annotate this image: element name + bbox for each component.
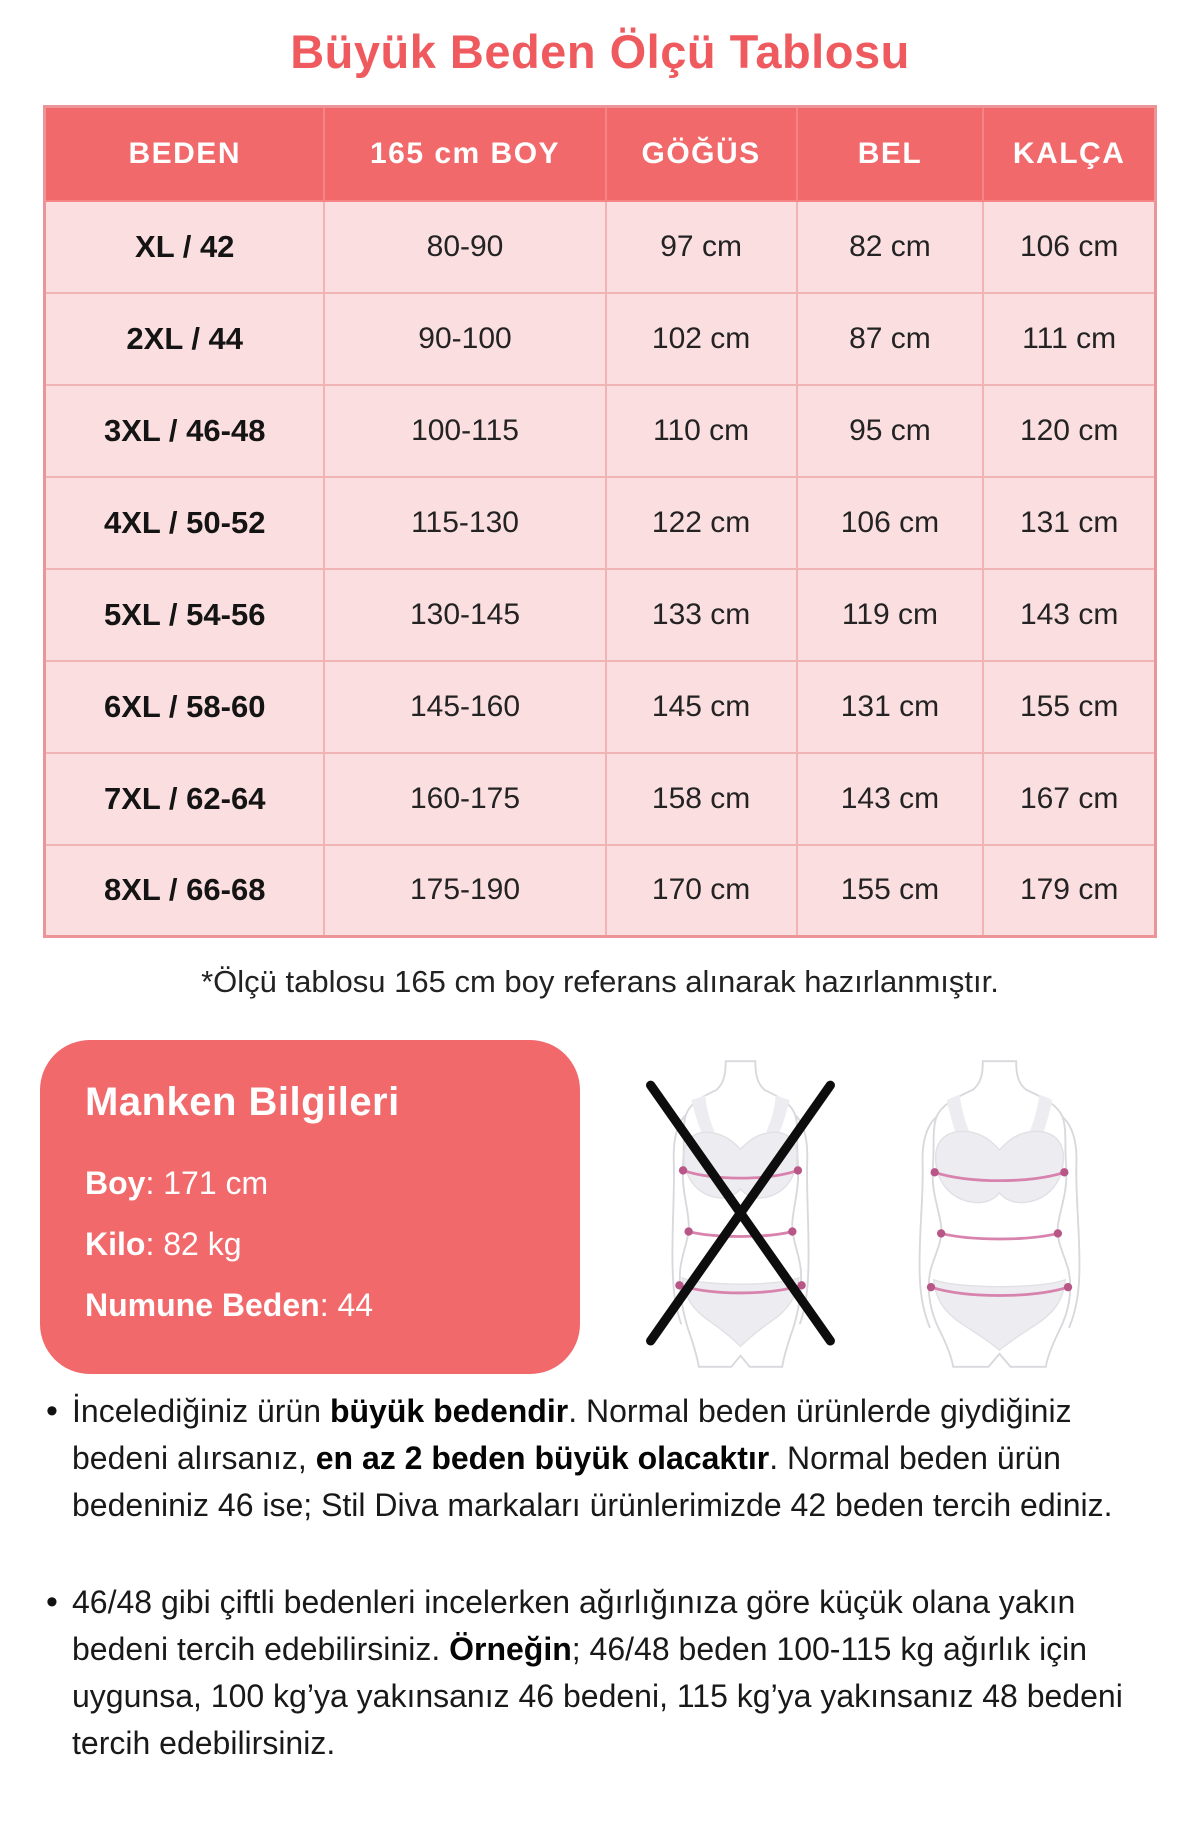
measurement-cell: 82 cm (797, 201, 984, 293)
measurement-cell: 167 cm (983, 753, 1155, 845)
measurement-cell: 122 cm (606, 477, 797, 569)
size-label-cell: 4XL / 50-52 (45, 477, 325, 569)
model-info-label: Numune Beden (85, 1287, 320, 1323)
measurement-cell: 155 cm (797, 845, 984, 937)
size-table-header-cell: GÖĞÜS (606, 107, 797, 201)
size-table-header-cell: BEL (797, 107, 984, 201)
model-info-label: Kilo (85, 1226, 146, 1262)
measurement-cell: 115-130 (324, 477, 605, 569)
size-table (43, 105, 1157, 938)
measurement-cell: 131 cm (983, 477, 1155, 569)
size-table-header (45, 107, 1156, 201)
measurement-cell: 95 cm (797, 385, 984, 477)
note-item (46, 1388, 1148, 1529)
size-table-row (45, 385, 1156, 477)
model-info-title: Manken Bilgileri (85, 1080, 400, 1124)
note-text: İncelediğiniz ürün (72, 1393, 330, 1429)
measurement-cell: 119 cm (797, 569, 984, 661)
model-info-section (40, 1040, 1160, 1374)
measurement-cell: 170 cm (606, 845, 797, 937)
measurement-cell: 110 cm (606, 385, 797, 477)
measurement-cell: 97 cm (606, 201, 797, 293)
note-text: . Normal beden ürünlerde giydiğiniz bedeni alırsanız, (72, 1393, 1072, 1476)
measurement-cell: 145-160 (324, 661, 605, 753)
note-text: 46/48 gibi çiftli bedenleri incelerken ağırlığınıza göre küçük olana yakın bedeni tercih edebilirsiniz. (72, 1584, 1076, 1667)
note-bold-text: en az 2 beden büyük olacaktır (315, 1440, 770, 1476)
slim-body-figure (634, 1059, 847, 1369)
measurement-cell: 100-115 (324, 385, 605, 477)
measurement-cell: 160-175 (324, 753, 605, 845)
size-table-header-cell: KALÇA (983, 107, 1155, 201)
model-info-label: Boy (85, 1165, 146, 1201)
size-table-header-cell: BEDEN (45, 107, 325, 201)
measurement-cell: 102 cm (606, 293, 797, 385)
size-table-row (45, 201, 1156, 293)
size-table-header-row (45, 107, 1156, 201)
note-bold-text: büyük bedendir (329, 1393, 569, 1429)
measurement-cell: 130-145 (324, 569, 605, 661)
measurement-cell: 80-90 (324, 201, 605, 293)
page-title: Büyük Beden Ölçü Tablosu (290, 25, 910, 78)
plus-body-figure (893, 1059, 1106, 1369)
size-table-row (45, 845, 1156, 937)
size-table-header-cell: 165 cm BOY (324, 107, 605, 201)
measurement-cell: 90-100 (324, 293, 605, 385)
model-info-value: : 44 (319, 1287, 374, 1323)
note-text: . Normal beden ürün bedeniniz 46 ise; Stil Diva markaları ürünlerimizde 42 beden tercih ediniz. (72, 1440, 1113, 1523)
model-info-value: : 171 cm (145, 1165, 269, 1201)
size-label-cell: 5XL / 54-56 (45, 569, 325, 661)
measurement-cell: 155 cm (983, 661, 1155, 753)
model-info-row (85, 1153, 535, 1214)
plus-body-illustration (893, 1059, 1106, 1369)
table-footnote: *Ölçü tablosu 165 cm boy referans alınarak hazırlanmıştır. (201, 964, 999, 999)
measurement-cell: 111 cm (983, 293, 1155, 385)
measurement-cell: 175-190 (324, 845, 605, 937)
measurement-cell: 87 cm (797, 293, 984, 385)
size-table-row (45, 293, 1156, 385)
note-text: ; 46/48 beden 100-115 kg ağırlık için uygunsa, 100 kg’ya yakınsanız 46 bedeni, 115 kg’ya yakınsanız 48 bedeni tercih edebilirsiniz. (72, 1631, 1123, 1761)
size-label-cell: 6XL / 58-60 (45, 661, 325, 753)
size-table-row (45, 661, 1156, 753)
model-info-rows (85, 1153, 535, 1336)
model-info-value: : 82 kg (145, 1226, 242, 1262)
measurement-cell: 145 cm (606, 661, 797, 753)
note-bold-text: Örneğin (449, 1631, 572, 1667)
slim-body-crossed-illustration (634, 1059, 847, 1369)
model-info-card (40, 1040, 580, 1374)
measurement-cell: 131 cm (797, 661, 984, 753)
measurement-cell: 106 cm (797, 477, 984, 569)
note-item (46, 1579, 1148, 1767)
measurement-cell: 179 cm (983, 845, 1155, 937)
measurement-figures (580, 1040, 1160, 1374)
measurement-cell: 158 cm (606, 753, 797, 845)
size-table-body (45, 201, 1156, 937)
size-table-row (45, 753, 1156, 845)
measurement-cell: 143 cm (797, 753, 984, 845)
size-label-cell: 7XL / 62-64 (45, 753, 325, 845)
size-table-row (45, 569, 1156, 661)
measurement-cell: 133 cm (606, 569, 797, 661)
size-table-row (45, 477, 1156, 569)
model-info-row (85, 1275, 535, 1336)
notes-list (46, 1388, 1148, 1767)
measurement-cell: 143 cm (983, 569, 1155, 661)
size-label-cell: 3XL / 46-48 (45, 385, 325, 477)
size-label-cell: 2XL / 44 (45, 293, 325, 385)
measurement-cell: 120 cm (983, 385, 1155, 477)
size-label-cell: XL / 42 (45, 201, 325, 293)
model-info-row (85, 1214, 535, 1275)
size-label-cell: 8XL / 66-68 (45, 845, 325, 937)
measurement-cell: 106 cm (983, 201, 1155, 293)
